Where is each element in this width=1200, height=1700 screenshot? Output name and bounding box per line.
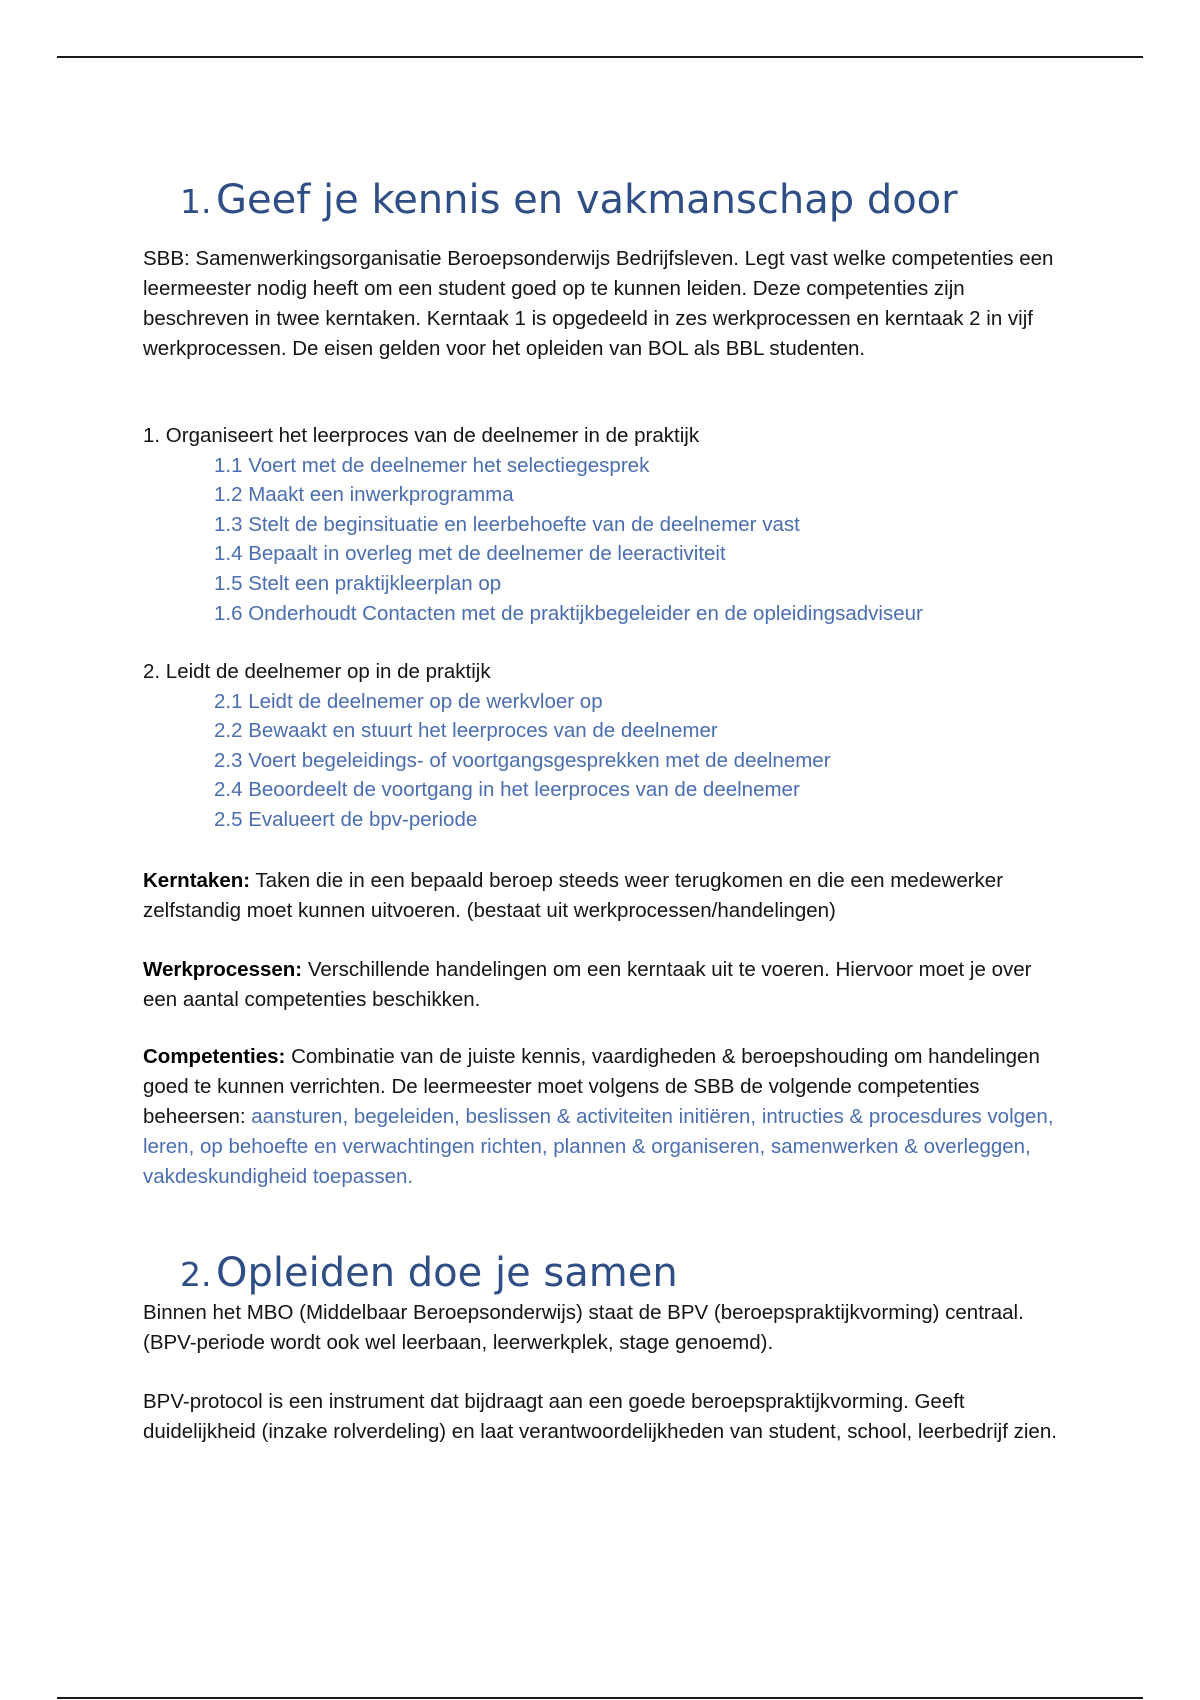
- list-item: 1.5 Stelt een praktijkleerplan op: [214, 571, 502, 595]
- definition-term: Werkprocessen:: [143, 958, 303, 981]
- section-1-title: Geef je kennis en vakmanschap door: [216, 177, 958, 223]
- list-item: 2.1 Leidt de deelnemer op de werkvloer op: [214, 689, 603, 713]
- list-item: 1.6 Onderhoudt Contacten met de praktijkbegeleider en de opleidingsadviseur: [214, 601, 923, 625]
- list-item: 1.1 Voert met de deelnemer het selectiegesprek: [214, 453, 650, 477]
- list-item: 2.5 Evalueert de bpv-periode: [214, 807, 478, 831]
- section-2-number: 2.: [180, 1255, 212, 1294]
- section-2-heading: [180, 1250, 678, 1296]
- definition-text: Combinatie van de juiste kennis, vaardigheden & beroepshouding om handelingen goed te kunnen verrichten. De leermeester moet volgens de SBB de volgende competenties beheersen:: [143, 1045, 1040, 1128]
- section-1-heading: [180, 177, 958, 223]
- definition-term: Competenties:: [143, 1045, 286, 1068]
- definition-text: Verschillende handelingen om een kerntaak uit te voeren. Hiervoor moet je over een aantal competenties beschikken.: [143, 958, 1032, 1011]
- section-1-number: 1.: [180, 182, 212, 221]
- footer-rule: [57, 1697, 1143, 1699]
- definition-term: Kerntaken:: [143, 869, 251, 892]
- list-item: 1.4 Bepaalt in overleg met de deelnemer de leeractiviteit: [214, 542, 726, 566]
- list-item: 1.3 Stelt de beginsituatie en leerbehoefte van de deelnemer vast: [214, 512, 800, 536]
- section-2-paragraph-2: BPV-protocol is een instrument dat bijdraagt aan een goede beroepspraktijkvorming. Geeft duidelijkheid (inzake rolverdeling) en laat verantwoordelijkheden van student, school, leerbedrijf zien.: [143, 1390, 1057, 1443]
- kerntaak-1-title: 1. Organiseert het leerproces van de deelnemer in de praktijk: [143, 424, 700, 447]
- definition-kerntaken: [143, 866, 1063, 926]
- list-item: 2.2 Bewaakt en stuurt het leerproces van de deelnemer: [214, 719, 718, 743]
- kerntaak-2-list: [143, 657, 1063, 835]
- list-item: 2.3 Voert begeleidings- of voortgangsgesprekken met de deelnemer: [214, 748, 831, 772]
- kerntaak-2-title: 2. Leidt de deelnemer op in de praktijk: [143, 660, 491, 683]
- header-rule: [57, 56, 1143, 58]
- kerntaak-1-list: [143, 421, 1063, 628]
- competenties-list: aansturen, begeleiden, beslissen & activiteiten initiëren, intructies & procesdures volgen, leren, op behoefte en verwachtingen richten, plannen & organiseren, samenwerken & overleggen, vakdeskundigheid toepassen.: [143, 1105, 1054, 1188]
- list-item: 2.4 Beoordeelt de voortgang in het leerproces van de deelnemer: [214, 778, 800, 802]
- section-1-intro: SBB: Samenwerkingsorganisatie Beroepsonderwijs Bedrijfsleven. Legt vast welke competenties een leermeester nodig heeft om een student goed op te kunnen leiden. Deze competenties zijn beschreven in twee kerntaken. Kerntaak 1 is opgedeeld in zes werkprocessen en kerntaak 2 in vijf werkprocessen. De eisen gelden voor het opleiden van BOL als BBL studenten.: [143, 247, 1054, 360]
- list-item: 1.2 Maakt een inwerkprogramma: [214, 483, 514, 507]
- section-2-title: Opleiden doe je samen: [216, 1250, 678, 1296]
- definition-competenties: [143, 1042, 1063, 1192]
- definition-werkprocessen: [143, 955, 1063, 1015]
- definition-text: Taken die in een bepaald beroep steeds weer terugkomen en die een medewerker zelfstandig moet kunnen uitvoeren. (bestaat uit werkprocessen/handelingen): [143, 869, 1004, 922]
- section-2-paragraph-1: Binnen het MBO (Middelbaar Beroepsonderwijs) staat de BPV (beroepspraktijkvorming) centraal. (BPV-periode wordt ook wel leerbaan, leerwerkplek, stage genoemd).: [143, 1301, 1024, 1354]
